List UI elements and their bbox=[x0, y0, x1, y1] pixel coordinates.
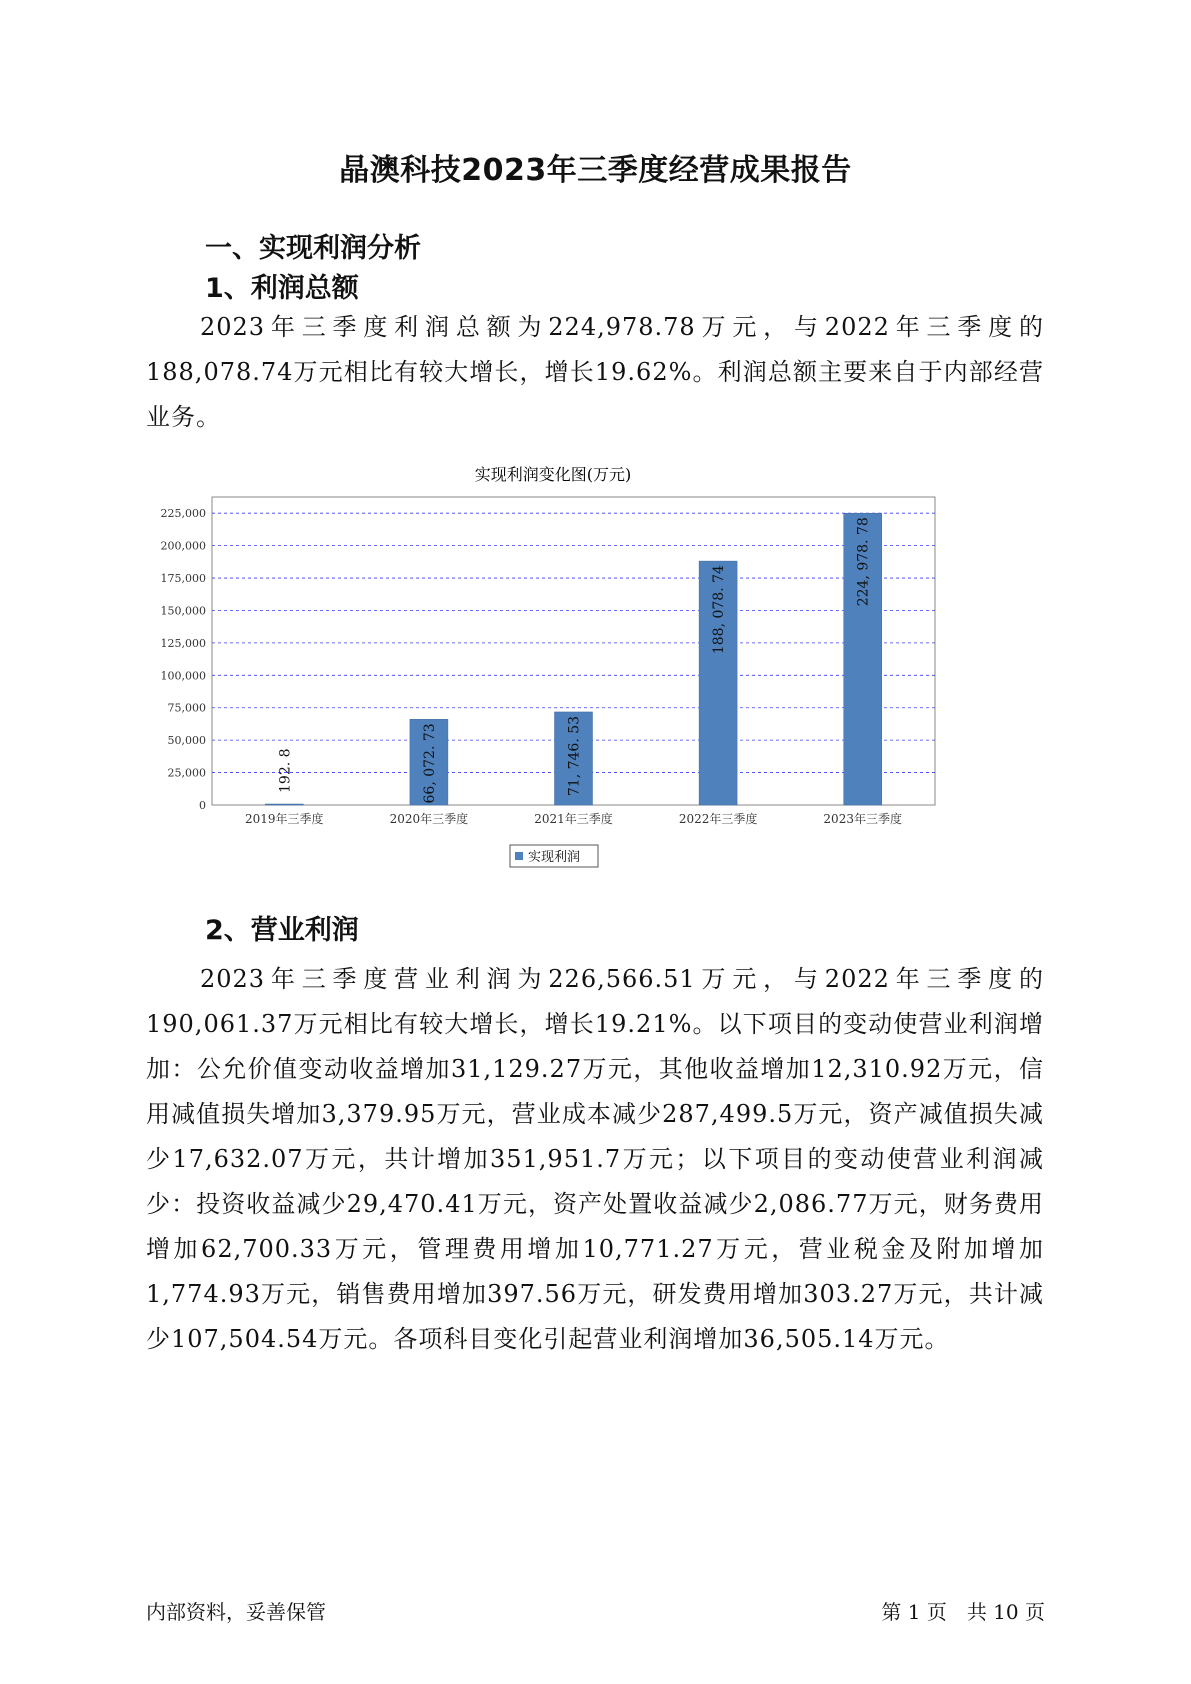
y-tick-label: 0 bbox=[199, 799, 206, 812]
profit-chart bbox=[150, 465, 1030, 950]
footer-confidential-note: 内部资料，妥善保管 bbox=[146, 1600, 326, 1624]
subsection-heading-total-profit: 1、利润总额 bbox=[205, 273, 359, 304]
y-tick-label: 200,000 bbox=[160, 539, 206, 553]
bar-data-label: 188, 078. 74 bbox=[711, 565, 728, 655]
x-category-label: 2023年三季度 bbox=[823, 812, 902, 826]
y-tick-label: 150,000 bbox=[160, 604, 206, 618]
chart-title: 实现利润变化图(万元) bbox=[474, 465, 632, 484]
profit-bar-chart bbox=[150, 465, 1030, 950]
bar-data-label: 192. 8 bbox=[277, 748, 294, 793]
bar-data-label: 66, 072. 73 bbox=[421, 723, 438, 804]
paragraph-total-profit: 2023年三季度利润总额为224,978.78万元，与2022年三季度的188,078.74万元相比有较大增长，增长19.62%。利润总额主要来自于内部经营业务。 bbox=[146, 313, 1044, 431]
bar-data-label: 224, 978. 78 bbox=[855, 517, 872, 607]
x-category-label: 2019年三季度 bbox=[245, 812, 324, 826]
y-tick-label: 225,000 bbox=[160, 507, 206, 521]
section-heading-profit-analysis: 一、实现利润分析 bbox=[205, 233, 421, 264]
bar-data-label: 71, 746. 53 bbox=[566, 715, 583, 797]
bar bbox=[265, 804, 303, 805]
x-category-label: 2022年三季度 bbox=[678, 812, 758, 826]
legend-label: 实现利润 bbox=[528, 850, 581, 865]
legend-swatch bbox=[515, 852, 523, 860]
footer-page-number: 第 1 页 共 10 页 bbox=[881, 1600, 1045, 1624]
x-category-label: 2021年三季度 bbox=[534, 812, 613, 826]
x-category-label: 2020年三季度 bbox=[389, 812, 469, 826]
y-tick-label: 125,000 bbox=[160, 636, 206, 650]
y-tick-label: 75,000 bbox=[167, 701, 206, 715]
paragraph-operating-profit: 2023年三季度营业利润为226,566.51万元，与2022年三季度的190,061.37万元相比有较大增长，增长19.21%。以下项目的变动使营业利润增加：公允价值变动收益增加31,129.27万元，其他收益增加12,310.92万元，信用减值损失增加3,379.95万元，营业成本减少287,499.5万元，资产减值损失减少17,632.07万元，共计增加351,951.7万元；以下项目的变动使营业利润减少：投资收益减少29,470.41万元，资产处置收益减少2,086.77万元，财务费用增加62,700.33万元，管理费用增加10,771.27万元，营业税金及附加增加1,774.93万元，销售费用增加397.56万元，研发费用增加303.27万元，共计减少107,504.54万元。各项科目变化引起营业利润增加36,505.14万元。 bbox=[146, 965, 1044, 1353]
y-tick-label: 100,000 bbox=[160, 669, 206, 683]
y-tick-label: 50,000 bbox=[167, 734, 206, 748]
y-tick-label: 175,000 bbox=[160, 572, 206, 586]
y-tick-label: 25,000 bbox=[167, 766, 206, 780]
subsection-heading-operating-profit: 2、营业利润 bbox=[205, 915, 359, 946]
document-title: 晶澳科技2023年三季度经营成果报告 bbox=[339, 153, 852, 188]
